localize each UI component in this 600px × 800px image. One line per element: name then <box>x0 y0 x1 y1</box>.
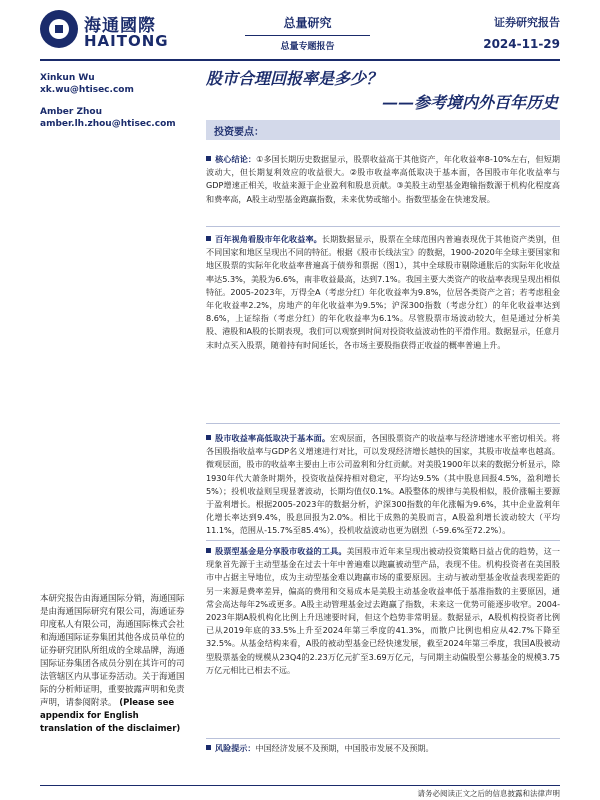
paragraph-text: 中国经济发展不及预期，中国股市发展不及预期。 <box>255 743 434 753</box>
paragraph-text: 美国股市近年来呈现出被动投资策略日益占优的趋势，这一现象首先源于主动型基金在过去十年中普遍难以跑赢被动型产品，表现不佳。机构投资者在美国股市中占据主导地位，成为主动型基金难以跑赢市场的重要原因。主动与被动型基金收益表现差距的另一来源是费率差异，偏高的费用和交易成本是美股主动基金收益率低于基准指数的主要原因，通常会高达每年2%或更多。A股主动管理基金过去跑赢了指数，未来这一优势可能逐步收窄。2004-2023年期A股机构化比例上升迅速要时间，但这个趋势非常明显。数据显示，A股机构投资者比例已从2019年底的33.5%上升至2024年第三季度的41.3%，而散户比例也相应从42.7%下降至32.5%。从基金结构来看，A股的被动型基金已经快速发展，截至2024年第三季度，我国A股被动型股票基金的规模从23Q4的2.23万亿元扩至3.69万亿元，与同期主动偏股型公募基金的规模3.75万亿元相比已相去不远。 <box>206 546 560 675</box>
paragraph-lead: 百年视角看股市年化收益率。 <box>215 234 322 244</box>
paragraph-lead: 核心结论： <box>215 154 257 164</box>
paragraph-separator <box>206 226 560 227</box>
header-divider <box>245 35 370 36</box>
logo-chinese-text: 海通國際 <box>84 16 156 36</box>
report-section: 总量研究 <box>283 16 332 30</box>
footer-notice: 请务必阅读正文之后的信息披露和法律声明 <box>417 789 560 798</box>
paragraph-equity-funds <box>206 545 560 677</box>
haitong-logo <box>40 10 195 52</box>
paragraph-text: 宏观层面，各国股票资产的收益率与经济增速水平密切相关。将各国股指收益率与GDP名义增速进行对比，可以发现经济增长越快的国家，其股市收益率也越高。微观层面，股市的收益率主要由上市公司盈利和分红贡献。对美股1900年以来的数据分析显示，除1930年代大萧条时期外，投资收益保持相对稳定，平均达9.5%（其中股息回报4.5%，盈利增长5%）；投机收益则呈现显著波动，长期均值仅0.1%。A股整体的规律与美股相似，股价涨幅主要源于盈利增长。根据2005-2023年的数据分析，沪深300指数的年化涨幅为9.6%，其中企业盈利年化增长率达到9.4%，股息回报为2.0%。相比于成熟的美股而言，A股盈利增长波动较大（平均11.1%，范围从-15.7%至85.4%），投机收益波动也更为剧烈（-59.6%至72.2%）。 <box>206 433 560 536</box>
key-points-bar <box>206 120 560 140</box>
haitong-logo-icon <box>40 10 78 48</box>
report-title: 股市合理回报率是多少？ <box>206 69 383 88</box>
author-email[interactable]: amber.lh.zhou@htisec.com <box>40 119 176 129</box>
report-date: 2024-11-29 <box>483 37 560 51</box>
paragraph-text: ①多国长期历史数据显示，股票收益高于其他资产，年化收益率8-10%左右，但短期波动大，但长期复利效应的收益很大。②股市收益率高低取决于基本面，各国股市年化收益率与GDP增速正相关，收益来源于企业盈利和股息贡献。③美股主动型基金跑输指数源于机构化程度高和费率高，A股主动型基金跑赢指数，未来优势或缩小。指数型基金在快速发展。 <box>206 154 560 204</box>
author-name: Xinkun Wu <box>40 73 95 83</box>
paragraph-separator <box>206 423 560 424</box>
bullet-icon <box>206 745 211 750</box>
bullet-icon <box>206 435 211 440</box>
report-section-header <box>245 14 370 52</box>
paragraph-century-returns <box>206 233 560 352</box>
paragraph-core-conclusion <box>206 153 560 206</box>
bullet-icon <box>206 156 211 161</box>
paragraph-risk-warning <box>206 742 560 755</box>
footer-rule <box>40 785 560 786</box>
logo-english-text: HAITONG <box>84 32 169 50</box>
report-meta <box>483 14 560 51</box>
author-name: Amber Zhou <box>40 107 102 117</box>
disclaimer-english: (Please see appendix for English translation of the disclaimer) <box>40 698 181 734</box>
paragraph-separator <box>206 540 560 541</box>
report-type: 证券研究报告 <box>494 16 560 29</box>
report-subtitle: ——参考境内外百年历史 <box>381 93 558 112</box>
paragraph-separator <box>206 738 560 739</box>
bullet-icon <box>206 236 211 241</box>
paragraph-lead: 股市收益率高低取决于基本面。 <box>215 433 331 443</box>
paragraph-lead: 股票型基金是分享股市收益的工具。 <box>215 546 347 556</box>
author-email[interactable]: xk.wu@htisec.com <box>40 85 134 95</box>
bullet-icon <box>206 548 211 553</box>
paragraph-fundamentals <box>206 432 560 538</box>
report-kind: 总量专题报告 <box>280 42 335 52</box>
author-block-2 <box>40 106 176 130</box>
header-rule <box>40 59 560 61</box>
disclaimer <box>40 593 190 736</box>
key-points-label: 投资要点： <box>214 127 264 138</box>
author-block-1 <box>40 72 134 96</box>
disclaimer-chinese: 本研究报告由海通国际分销，海通国际是由海通国际研究有限公司，海通证券印度私人有限公司，海通国际株式会社和海通国际证券集团其他各成员单位的证券研究团队所组成的全球品牌，海通国际证券集团各成员分别在其许可的司法管辖区内从事证券活动。关于海通国际的分析师证明，重要披露声明和免责声明，请参阅附录。 <box>40 594 185 708</box>
paragraph-text: 长期数据显示，股票在全球范围内普遍表现优于其他资产类别，但不同国家和地区呈现出不同的特征。根据《股市长线法宝》的数据，1900-2020年全球主要国家和地区股票的实际年化收益率普遍高于债券和票据（图1），其中全球股市剔除通胀后的实际年化收益率达5.3%，美股为6.6%，南非收益最高，达到7.1%。我国主要大类资产的收益率表现呈现出相似特征。2005-2023年，万得全A（考虑分红）年化收益率为9.8%，位居各类资产之首；若考虑租金年化收益率2.2%，房地产的年化收益率为9.5%；沪深300指数（考虑分红）的年化收益率达到8.6%，上证综指（考虑分红）的年化收益率为6.1%。尽管股票市场波动较大，但是通过分析美股、港股和A股的长期表现，我们可以观察到时间对投资收益波动性的平滑作用。数据显示，任意月末时点买入股票，随着持有时间延长，各市场主要股指获得正收益的概率普遍上升。 <box>206 234 560 350</box>
paragraph-lead: 风险提示： <box>215 743 256 753</box>
